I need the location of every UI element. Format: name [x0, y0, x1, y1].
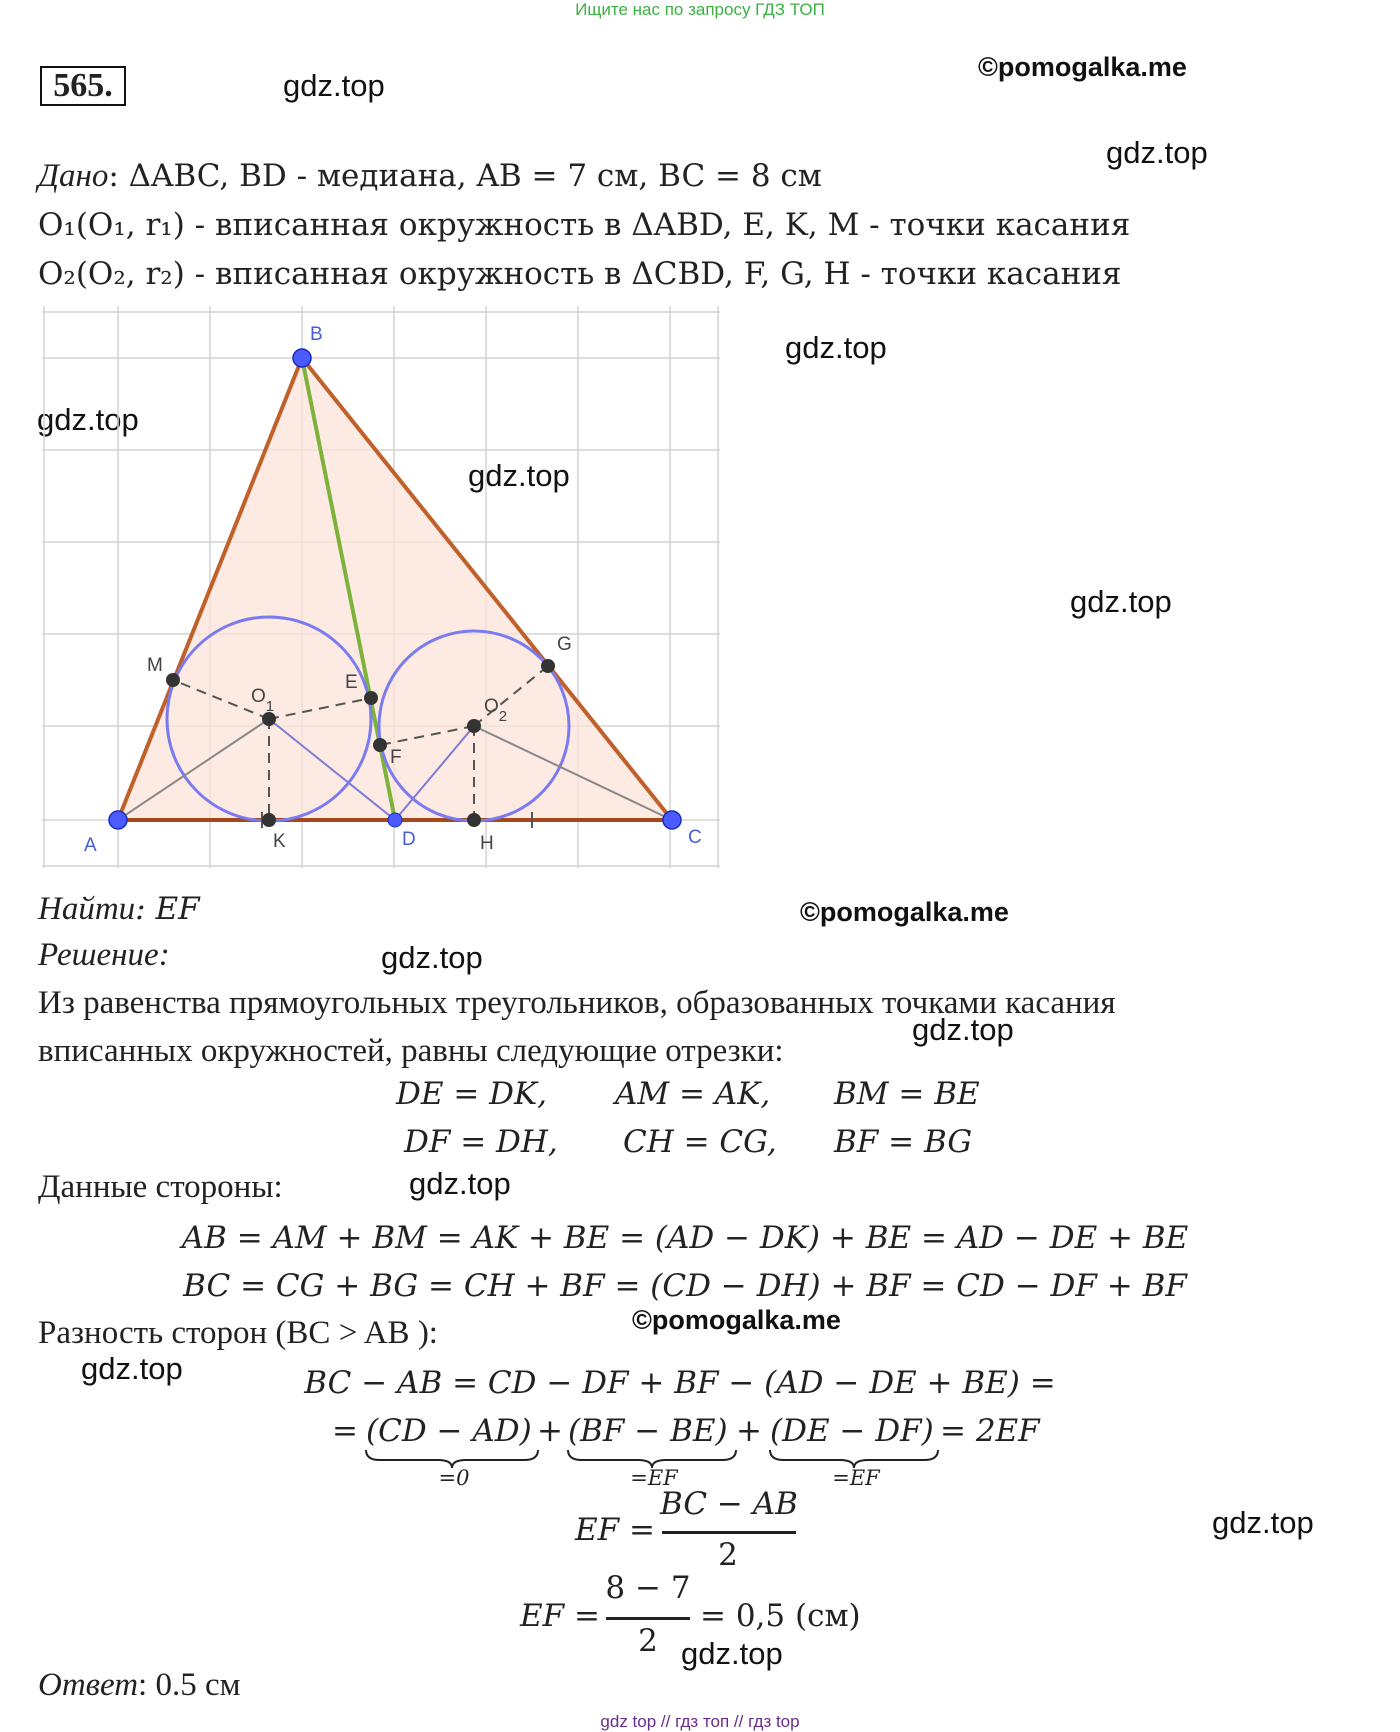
- given-line-1: Дано: ΔABC, BD - медиана, AB = 7 см, BC = 8 см: [38, 158, 822, 194]
- label-o1: $O_1$: [251, 686, 275, 715]
- watermark: gdz.top: [681, 1636, 783, 1671]
- watermark: gdz.top: [409, 1166, 511, 1201]
- sides-label: Данные стороны:: [38, 1169, 283, 1205]
- group-3: (DE − DF): [770, 1413, 934, 1449]
- watermark: gdz.top: [468, 458, 570, 493]
- underbrace-label-3: =EF: [832, 1466, 880, 1490]
- equality: BF = BG: [834, 1124, 973, 1160]
- fraction-bar: [606, 1617, 690, 1620]
- difference-label: Разность сторон (BC > AB ):: [38, 1315, 438, 1351]
- point-d: [388, 813, 402, 827]
- fraction-bar: [662, 1531, 796, 1534]
- given-line-3: O₂(O₂, r₂) - вписанная окружность в ΔCBD, F, G, H - точки касания: [38, 256, 1122, 292]
- find-line: Найти: EF: [38, 891, 200, 927]
- label-a: A: [84, 835, 97, 856]
- group-2: (BF − BE): [568, 1413, 728, 1449]
- watermark: gdz.top: [81, 1351, 183, 1386]
- watermark: gdz.top: [37, 402, 139, 437]
- watermark: gdz.top: [785, 330, 887, 365]
- vertex-a: [109, 811, 127, 829]
- footer-links[interactable]: gdz top // гдз топ // гдз top: [600, 1712, 800, 1731]
- equality: CH = CG,: [623, 1124, 777, 1160]
- equality: AM = AK,: [615, 1076, 771, 1112]
- watermark-copyright: ©pomogalka.me: [632, 1305, 841, 1335]
- ef-numerator: BC − AB: [660, 1486, 798, 1522]
- eq-tail: = 2EF: [940, 1413, 1040, 1449]
- equality: DF = DH,: [404, 1124, 558, 1160]
- ef-value-numerator: 8 − 7: [605, 1570, 691, 1606]
- label-g: G: [557, 634, 572, 655]
- ef-value-denominator: 2: [638, 1623, 658, 1659]
- underbrace-label-2: =EF: [630, 1466, 678, 1490]
- ef-value-rhs: = 0,5 (см): [700, 1598, 861, 1634]
- label-k: K: [273, 831, 286, 852]
- text-line-1: Из равенства прямоугольных треугольников, образованных точками касания: [38, 985, 1116, 1021]
- point-e: [364, 691, 378, 705]
- underbrace-label-1: =0: [438, 1466, 470, 1490]
- watermark: gdz.top: [1070, 584, 1172, 619]
- label-o2: $O_2$: [484, 696, 508, 725]
- plus-sign: +: [537, 1413, 563, 1449]
- eq-lead: =: [332, 1413, 358, 1449]
- point-m: [166, 673, 180, 687]
- watermark-copyright: ©pomogalka.me: [978, 52, 1187, 82]
- label-m: M: [147, 655, 163, 676]
- ef-lhs: EF =: [575, 1512, 655, 1548]
- triangle-figure: [40, 305, 725, 870]
- point-o2: [467, 719, 481, 733]
- watermark: gdz.top: [1106, 135, 1208, 170]
- given-line-2: O₁(O₁, r₁) - вписанная окружность в ΔABD, E, K, M - точки касания: [38, 207, 1131, 243]
- vertex-c: [663, 811, 681, 829]
- point-f: [373, 738, 387, 752]
- label-b: B: [310, 324, 323, 345]
- equation-bc: BC = CG + BG = CH + BF = (CD − DH) + BF = CD − DF + BF: [183, 1268, 1187, 1304]
- watermark-copyright: ©pomogalka.me: [800, 897, 1009, 927]
- top-banner: Ищите нас по запросу ГДЗ ТОП: [575, 0, 825, 19]
- solution-label: Решение:: [38, 937, 170, 973]
- label-h: H: [480, 833, 494, 854]
- vertex-b: [293, 349, 311, 367]
- plus-sign: +: [736, 1413, 762, 1449]
- equality: BM = BE: [834, 1076, 980, 1112]
- group-1: (CD − AD): [366, 1413, 532, 1449]
- watermark: gdz.top: [381, 940, 483, 975]
- watermark: gdz.top: [912, 1012, 1014, 1047]
- label-c: C: [688, 827, 702, 848]
- watermark: gdz.top: [1212, 1505, 1314, 1540]
- label-f: F: [390, 747, 402, 768]
- ef-denominator: 2: [718, 1537, 738, 1573]
- text-line-2: вписанных окружностей, равны следующие отрезки:: [38, 1033, 784, 1069]
- equality: DE = DK,: [396, 1076, 548, 1112]
- point-g: [541, 659, 555, 673]
- label-e: E: [345, 672, 358, 693]
- watermark: gdz.top: [283, 68, 385, 103]
- answer-line: Ответ: 0.5 см: [38, 1667, 241, 1703]
- label-d: D: [402, 829, 416, 850]
- problem-number: 565.: [40, 66, 126, 106]
- equation-ab: AB = AM + BM = AK + BE = (AD − DK) + BE = AD − DE + BE: [181, 1220, 1189, 1256]
- ef-value-lhs: EF =: [520, 1598, 600, 1634]
- point-h: [467, 813, 481, 827]
- point-k: [262, 813, 276, 827]
- equation-difference: BC − AB = CD − DF + BF − (AD − DE + BE) =: [304, 1365, 1056, 1401]
